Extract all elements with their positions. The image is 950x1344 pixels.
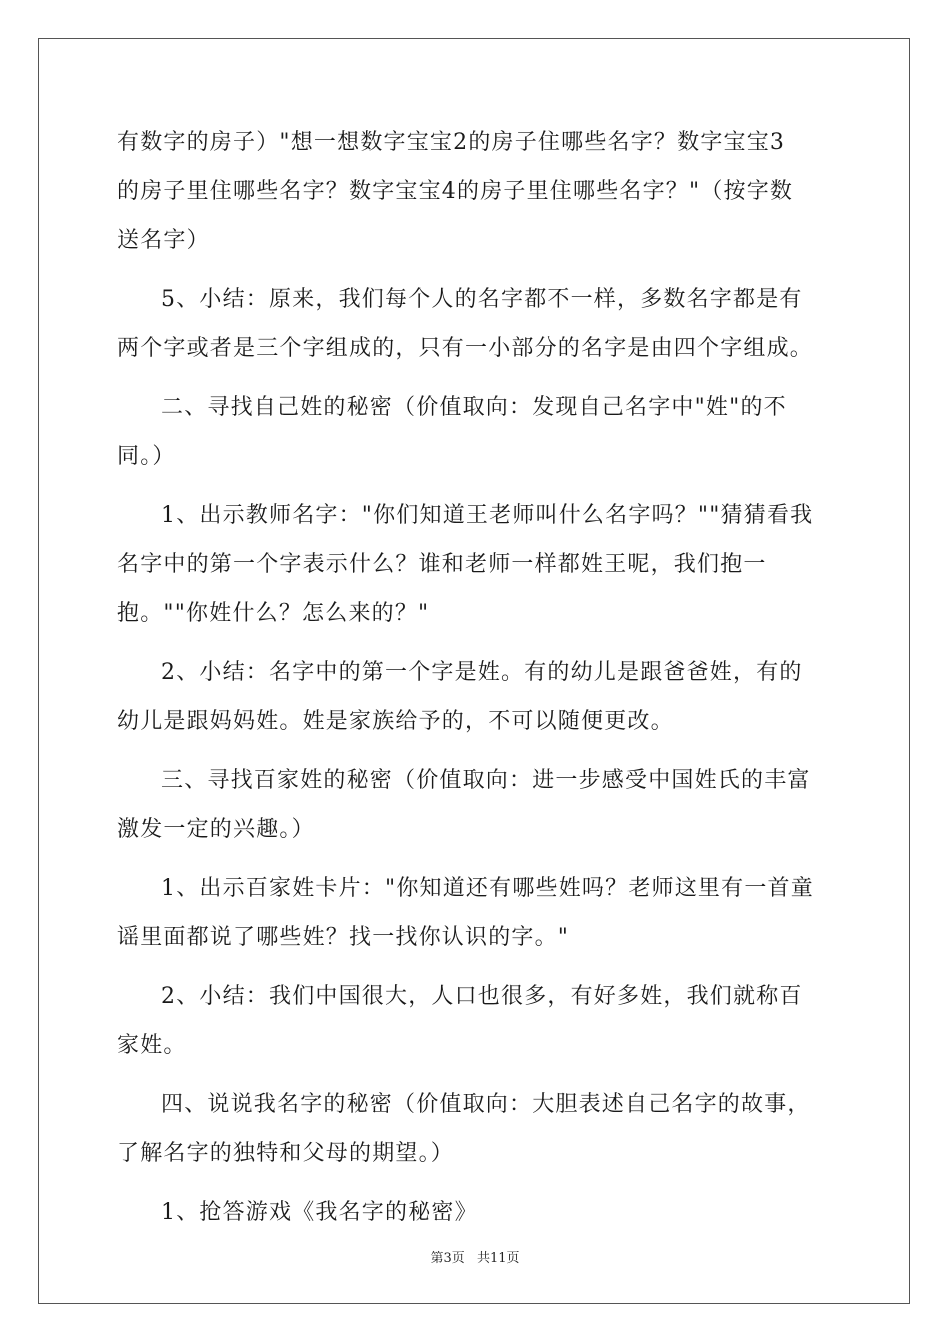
page-number: 第3页 bbox=[430, 1251, 465, 1266]
text-line: 抱。""你姓什么？怎么来的？" bbox=[117, 601, 430, 626]
text-line: 家姓。 bbox=[117, 1033, 187, 1058]
text-line: 1、抢答游戏《我名字的秘密》 bbox=[161, 1200, 478, 1225]
paragraph-item bbox=[117, 972, 837, 1070]
paragraph-item bbox=[117, 864, 837, 962]
text-line: 同。） bbox=[117, 444, 176, 469]
text-line: 四、说说我名字的秘密（价值取向：大胆表述自己名字的故事， bbox=[161, 1092, 811, 1117]
page-footer bbox=[0, 1247, 950, 1266]
text-line: 有数字的房子）"想一想数字宝宝2的房子住哪些名字？数字宝宝3 bbox=[117, 130, 786, 155]
paragraph-item bbox=[117, 1188, 837, 1237]
paragraph-summary-5 bbox=[117, 275, 837, 373]
text-line: 1、出示教师名字："你们知道王老师叫什么名字吗？""猜猜看我 bbox=[161, 503, 814, 528]
text-line: 幼儿是跟妈妈姓。姓是家族给予的，不可以随便更改。 bbox=[117, 709, 674, 734]
paragraph-continued bbox=[117, 118, 837, 265]
text-line: 名字中的第一个字表示什么？谁和老师一样都姓王呢，我们抱一 bbox=[117, 552, 767, 577]
text-line: 2、小结：我们中国很大，人口也很多，有好多姓，我们就称百 bbox=[161, 984, 803, 1009]
page-total: 共11页 bbox=[476, 1251, 520, 1266]
text-line: 1、出示百家姓卡片："你知道还有哪些姓吗？老师这里有一首童 bbox=[161, 876, 814, 901]
paragraph-item bbox=[117, 491, 837, 638]
text-line: 三、寻找百家姓的秘密（价值取向：进一步感受中国姓氏的丰富 bbox=[161, 768, 811, 793]
paragraph-item bbox=[117, 648, 837, 746]
text-line: 激发一定的兴趣。） bbox=[117, 817, 315, 842]
text-line: 送名字） bbox=[117, 228, 210, 253]
paragraph-section-heading bbox=[117, 383, 837, 481]
text-line: 两个字或者是三个字组成的，只有一小部分的名字是由四个字组成。 bbox=[117, 336, 814, 361]
text-line: 二、寻找自己姓的秘密（价值取向：发现自己名字中"姓"的不 bbox=[161, 395, 787, 420]
paragraph-section-heading bbox=[117, 1080, 837, 1178]
text-line: 2、小结：名字中的第一个字是姓。有的幼儿是跟爸爸姓，有的 bbox=[161, 660, 803, 685]
text-line: 谣里面都说了哪些姓？找一找你认识的字。" bbox=[117, 925, 570, 950]
text-line: 的房子里住哪些名字？数字宝宝4的房子里住哪些名字？"（按字数 bbox=[117, 179, 794, 204]
paragraph-section-heading bbox=[117, 756, 837, 854]
document-body bbox=[117, 118, 837, 1237]
text-line: 了解名字的独特和父母的期望。） bbox=[117, 1141, 455, 1166]
text-line: 5、小结：原来，我们每个人的名字都不一样，多数名字都是有 bbox=[161, 287, 803, 312]
